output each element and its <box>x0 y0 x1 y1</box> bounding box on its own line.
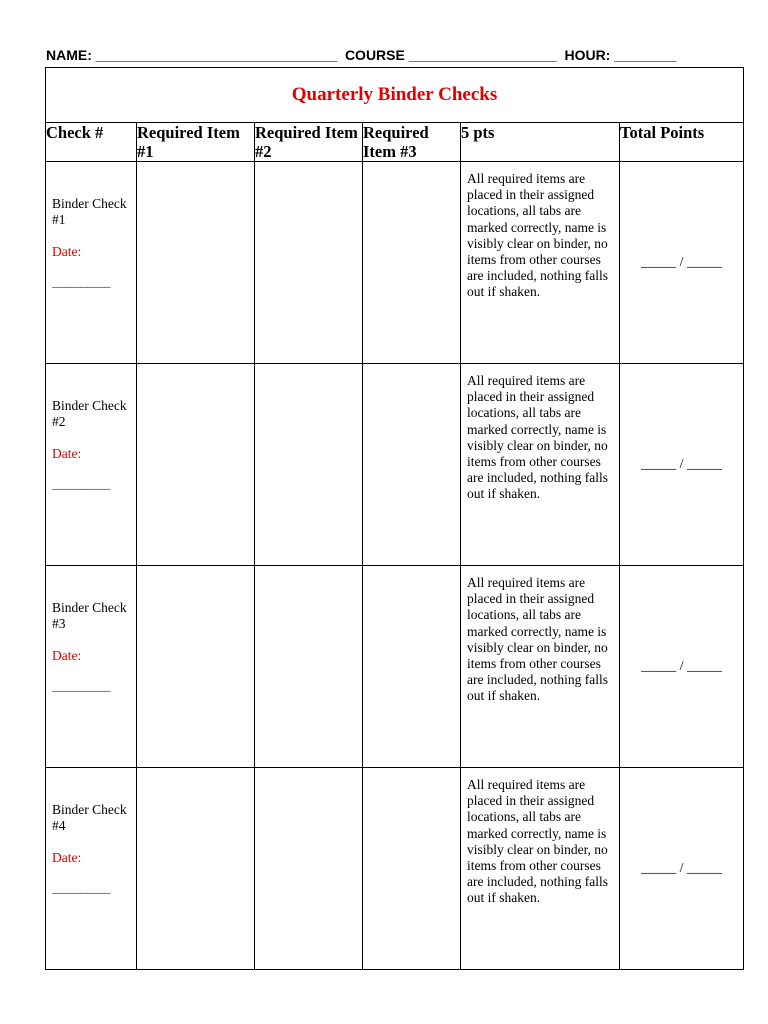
column-header-required-item-1: Required Item #1 <box>137 123 255 162</box>
column-header-required-item-2: Required Item #2 <box>255 123 363 162</box>
date-blank[interactable]: __________ <box>52 274 110 289</box>
required-item-1-cell[interactable] <box>137 768 255 970</box>
date-blank[interactable]: __________ <box>52 880 110 895</box>
hour-field[interactable]: HOUR: ________ <box>564 47 677 63</box>
check-cell <box>46 364 137 566</box>
name-field[interactable]: NAME: _______________________________ <box>46 47 338 63</box>
required-item-3-cell[interactable] <box>363 566 461 768</box>
required-item-2-cell[interactable] <box>255 162 363 364</box>
required-item-2-cell[interactable] <box>255 566 363 768</box>
date-blank[interactable]: __________ <box>52 678 110 693</box>
student-info-line <box>46 47 746 63</box>
date-blank[interactable]: __________ <box>52 476 110 491</box>
required-item-3-cell[interactable] <box>363 162 461 364</box>
table-title: Quarterly Binder Checks <box>46 68 744 123</box>
table-header-row <box>46 123 744 162</box>
criteria-description: All required items are placed in their assigned locations, all tabs are marked correctly, name is visibly clear on binder, no items from other courses are included, nothing falls out if shaken. <box>461 566 620 768</box>
check-cell <box>46 162 137 364</box>
check-label: Binder Check #2 <box>52 398 127 429</box>
column-header-points: 5 pts <box>461 123 620 162</box>
total-points-blank[interactable]: _____ / _____ <box>620 566 744 768</box>
date-label: Date: <box>52 446 82 461</box>
binder-checks-table <box>45 67 744 970</box>
check-label: Binder Check #3 <box>52 600 127 631</box>
table-row <box>46 162 744 364</box>
table-row <box>46 768 744 970</box>
required-item-1-cell[interactable] <box>137 364 255 566</box>
required-item-1-cell[interactable] <box>137 162 255 364</box>
total-points-blank[interactable]: _____ / _____ <box>620 364 744 566</box>
table-row <box>46 364 744 566</box>
date-label: Date: <box>52 850 82 865</box>
required-item-2-cell[interactable] <box>255 768 363 970</box>
required-item-2-cell[interactable] <box>255 364 363 566</box>
check-cell <box>46 768 137 970</box>
criteria-description: All required items are placed in their assigned locations, all tabs are marked correctly, name is visibly clear on binder, no items from other courses are included, nothing falls out if shaken. <box>461 162 620 364</box>
date-label: Date: <box>52 648 82 663</box>
check-cell <box>46 566 137 768</box>
total-points-blank[interactable]: _____ / _____ <box>620 768 744 970</box>
column-header-total-points: Total Points <box>620 123 744 162</box>
date-label: Date: <box>52 244 82 259</box>
required-item-3-cell[interactable] <box>363 768 461 970</box>
criteria-description: All required items are placed in their assigned locations, all tabs are marked correctly, name is visibly clear on binder, no items from other courses are included, nothing falls out if shaken. <box>461 768 620 970</box>
column-header-required-item-3: Required Item #3 <box>363 123 461 162</box>
required-item-1-cell[interactable] <box>137 566 255 768</box>
table-row <box>46 566 744 768</box>
column-header-check: Check # <box>46 123 137 162</box>
course-field[interactable]: COURSE ___________________ <box>344 47 557 63</box>
check-label: Binder Check #4 <box>52 802 127 833</box>
required-item-3-cell[interactable] <box>363 364 461 566</box>
check-label: Binder Check #1 <box>52 196 127 227</box>
criteria-description: All required items are placed in their assigned locations, all tabs are marked correctly, name is visibly clear on binder, no items from other courses are included, nothing falls out if shaken. <box>461 364 620 566</box>
total-points-blank[interactable]: _____ / _____ <box>620 162 744 364</box>
